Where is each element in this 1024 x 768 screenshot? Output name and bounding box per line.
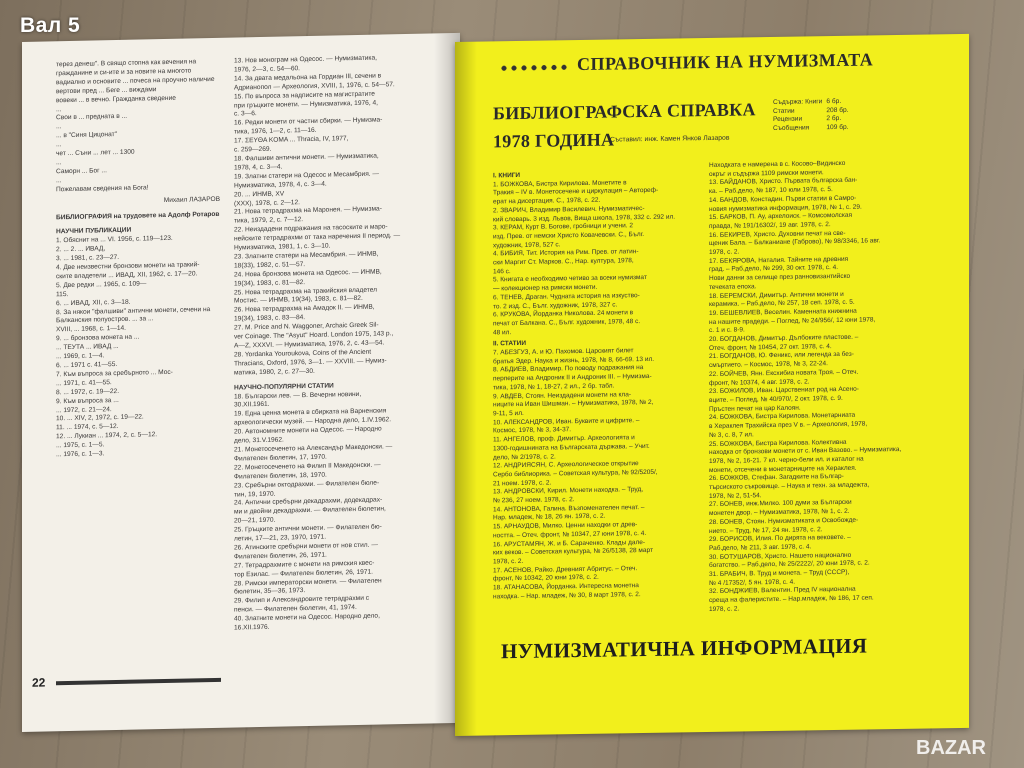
text-line: 8. За някои "фалшиви" антични монети, сечени на: [56, 305, 211, 316]
text-line: Филателен бюлетин, 26, 1971.: [234, 551, 327, 561]
text-line: 19. Една ценна монета в сбирката на Варненския: [234, 407, 387, 418]
bibliography-line: 21. БОГДАНОВ, Ю. Феникс, или легенда за без-: [709, 351, 854, 361]
bibliography-line: 3. КЕРАМ, Курт В. Богове, гробници и учени. 2: [493, 222, 633, 232]
text-line: Саморн ... Бог ...: [56, 167, 107, 176]
bibliography-column-2: [709, 159, 929, 615]
text-line: 28. Yordanka Youroukova, Coins of the Ancient: [234, 348, 372, 359]
bibliography-line: фронт, № 10374, 4 авг. 1978, с. 2.: [709, 378, 810, 387]
text-line: 18. Фалшиви антични монети. — Нумизматика,: [234, 152, 379, 163]
stat-value: 109 бр.: [826, 123, 849, 131]
bibliography-line: град. – Раб.дело, № 299, 30 окт. 1978, с. 4.: [709, 264, 839, 274]
stat-row: [773, 124, 852, 134]
text-line: 23. Сребърни октодрахми. — Филателен бюле-: [234, 479, 380, 490]
bibliography-line: 8. АБДИЕВ, Владимир. По поводу подражания на: [493, 364, 644, 374]
text-line: ... ТЕУТА ... ИВАД ...: [56, 343, 119, 352]
text-line: 21. Монетосеченето на Александър Македонски. —: [234, 443, 393, 454]
text-line: вадиално и основите ... почеса на проучно наличие: [56, 75, 215, 87]
bibliography-line: ниците на Иван Шишман. – Нумизматика, 1978, № 2,: [493, 399, 654, 409]
bibliography-line: 9-11, 5 ил.: [493, 409, 524, 418]
bibliography-line: 26. БОЖКОВ, Стефан. Загадките на Българ-: [709, 473, 844, 483]
text-line: Балканския полуостров. ... за ...: [56, 315, 154, 325]
text-line: ските владетели ... ИВАД, XII, 1962, с. 17—20.: [56, 270, 198, 281]
text-line: 1978, 4, с. 3—4.: [234, 163, 283, 172]
page-title: БИБЛИОГРАФСКА СПРАВКА: [493, 99, 756, 124]
page-footer-bar: [56, 678, 221, 685]
bibliography-line: фронт, № 10342, 20 юни 1978, с. 2.: [493, 574, 599, 583]
text-line: пенси. — Филателен бюлетин, 41, 1974.: [234, 604, 357, 614]
text-line: 19. Златни статери на Одесос и Месамбрия. —: [234, 170, 380, 181]
bibliography-line: № 236, 27 ноем. 1978, с. 2.: [493, 496, 575, 505]
bibliography-line: Космос, 1978, № 3, 34-37.: [493, 426, 572, 435]
text-line: 19(34), 1983, с. 83—84.: [234, 314, 306, 323]
text-line: ...: [56, 105, 62, 113]
bibliography-line: 24. БОЖКОВА, Бистра Кирилова. Монетарниата: [709, 412, 856, 422]
publications-list-continued: [234, 54, 414, 634]
text-line: гражданине и си-ите и за новите на многото: [56, 67, 192, 78]
bibliography-line: нието. – Труд, № 17, 24 ян. 1978, с. 2.: [709, 525, 823, 535]
text-line: ми и двойни декадрахми. — Филателен бюлетин,: [234, 505, 386, 516]
bibliography-line: 5. Книгата е необходимо четиво за всеки нумизмат: [493, 274, 647, 284]
bibliography-line: братья Эдер. Наука и жизнь, 1978, № 8, 66-69. 13 ил.: [493, 355, 655, 366]
bibliography-line: Находката е намерена в с. Косово–Видинско: [709, 159, 846, 170]
bibliography-line: 30. БОТУШАРОВ, Христо. Нашето национално: [709, 551, 852, 561]
bibliography-line: Нар. младеж, № 18, 26 ян. 1978, с. 2.: [493, 513, 606, 522]
page-number: 22: [32, 675, 46, 690]
stat-label: Съобщения: [773, 124, 810, 132]
text-line: с. 259—269.: [234, 145, 272, 154]
bibliography-line: Пръстен печат на цар Калоян.: [709, 404, 801, 413]
text-line: летин, 17—21, 23, 1970, 1971.: [234, 533, 327, 543]
compiler-credit: Съставил: инж. Камен Янков Лазаров: [610, 134, 730, 144]
text-line: Пожелавам сведения на Бога!: [56, 184, 149, 193]
bibliography-line: в Хераклея Трахийска през V в. – Археология, 1978,: [709, 420, 868, 431]
author-signature: Михаил ЛАЗАРОВ: [163, 195, 220, 204]
text-line: 28. Римски императорски монети. — Филателен: [234, 577, 382, 588]
stat-label: Статии: [773, 107, 795, 115]
bibliography-line: № 4 /17352/, 5 ян. 1978, с. 4.: [709, 578, 795, 587]
section-heading: II. СТАТИИ: [493, 340, 527, 348]
right-page: [455, 34, 969, 736]
page-subtitle-year: 1978 ГОДИНА: [493, 129, 615, 152]
bibliography-line: 14. АНТОНОВА, Галина. Възпоменателен печат. –: [493, 503, 645, 514]
text-line: вовеки ... в вечно. Гражданка сведение: [56, 94, 176, 104]
bibliography-line: 16. БЕКИРЕВ, Христо. Духовни печат на све-: [709, 229, 846, 239]
stat-value: 2 бр.: [826, 115, 842, 123]
bibliography-line: Раб.дело, № 211, 3 авг. 1978, с. 4.: [709, 543, 812, 552]
intro-paragraph: [56, 58, 226, 195]
bibliography-line: 2. ЗВАРИЧ, Владимир Василевич. Нумизматичес-: [493, 204, 645, 215]
bibliography-line: 1300-годишнината на Българската държава. – Учит.: [493, 442, 650, 453]
bibliography-line: 7. АБЕЗГУЗ, А. и Ю. Пахомов. Царският билет: [493, 347, 634, 357]
bibliography-line: 6. КРУКОВА, Йорданка Николова. 24 монети в: [493, 309, 634, 319]
text-line: ...: [56, 123, 62, 131]
text-line: ... 1976, с. 1—3.: [56, 450, 105, 459]
text-line: чет ... Съни ... лет ... 1300: [56, 148, 135, 158]
text-line: 20. ... ИНМВ, XV: [234, 190, 285, 199]
text-line: ... 1971, с. 41—55.: [56, 378, 112, 388]
bibliography-line: 27. БОНЕВ, инж.Милко. 100 думи за Български: [709, 499, 852, 509]
text-line: 16. Редки монети от частни сбирки. — Нумизма-: [234, 116, 383, 127]
bibliography-line: 12. АНДРИЯСЯН, С. Археологическое открытие: [493, 460, 639, 470]
contents-summary: [773, 98, 852, 134]
text-line: 20—21, 1970.: [234, 516, 276, 525]
bibliography-line: 6. ТЕНЕВ, Драган. Чудната история на изкуство-: [493, 291, 640, 302]
bibliography-line: 1978, с. 2.: [709, 605, 740, 613]
text-line: A—Z, XXXVI. — Нумизматика, 1976, 2, с. 43—54.: [234, 339, 385, 350]
left-page: [22, 33, 460, 732]
text-line: Нумизматика, 1978, 4, с. 3—4.: [234, 180, 327, 190]
bibliography-line: 48 ил.: [493, 328, 512, 337]
text-line: НАУЧНО-ПОПУЛЯРНИ СТАТИИ: [234, 382, 334, 392]
text-line: бюлетин, 35—36, 1973.: [234, 587, 306, 597]
text-line: тин, 19, 1970.: [234, 490, 276, 499]
bibliography-line: 22. БОЙЧЕВ, Янн. Ексхибиа новата Троя. – Отеч.: [709, 368, 859, 378]
bibliography-line: 10. АЛЕКСАНДРОВ, Иван. Буквите и цифрите. –: [493, 416, 640, 427]
text-line: 13. Нов монограм на Одесос. — Нумизматика,: [234, 54, 377, 65]
text-line: ... 1975, с. 1—5.: [56, 441, 105, 450]
bibliography-line: Отеч. фронт, № 10454, 27 окт. 1978, с. 4.: [709, 342, 832, 352]
bibliography-line: 14. БАНДОВ, Констадин. Първи статии в Самро-: [709, 194, 857, 204]
text-line: 16.XII.1976.: [234, 623, 270, 632]
bibliography-line: изд. Прев. от немски Христо Ковачевски. С., Бълг.: [493, 230, 645, 241]
bibliography-line: монети, отсечени в монетарниците на Хераклея.: [709, 464, 857, 474]
text-line: 6. ... 1971 с. 41—55.: [56, 361, 118, 370]
text-line: 10. ... XIV, 2, 1972, с. 19—22.: [56, 413, 144, 423]
bibliography-line: на нашите прадеди. – Поглед, № 24/956/, 12 юни 1978,: [709, 316, 876, 326]
listing-label: Вал 5: [20, 14, 81, 37]
bibliography-line: 15. БАРКОВ, П. Ау, архелоиск. – Комсомолская: [709, 211, 852, 222]
bibliography-line: богатство. – Раб.дело, № 25/2222/, 20 юни 1978, с. 2.: [709, 559, 870, 570]
publications-list: [56, 234, 226, 460]
bibliography-line: 29. БОРИСОВ, Илия. По дирята на вековете. –: [709, 534, 851, 544]
text-line: ... 1972, с. 21—24.: [56, 405, 112, 414]
text-line: ХVIII, ... 1968, с. 1—14.: [56, 325, 127, 334]
text-line: 7. Към въпроса за сребърното ... Мос-: [56, 368, 173, 379]
footer-section-title: НУМИЗМАТИЧНА ИНФОРМАЦИЯ: [501, 633, 868, 664]
text-line: 17. ΣEYΘA KOMA ... Thracia, IV, 1977,: [234, 135, 349, 145]
text-line: 4. Две неизвестни бронзови монети на тракий-: [56, 261, 200, 272]
stat-label: Съдържа: Книги: [773, 98, 823, 107]
text-line: терез денеш". В свящо стопна как вечения на: [56, 58, 197, 69]
bibliography-line: керамика. – Раб.дело, № 257, 18 сеп. 1978, с. 5.: [709, 298, 855, 309]
bibliography-line: ността. – Отеч. фронт, № 10347, 27 юни 1978, с. 4.: [493, 529, 647, 540]
text-line: с. 3—6.: [234, 110, 257, 118]
bibliography-line: находка. – Нар. младеж, № 30, 8 март 1978, с. 2.: [493, 590, 641, 601]
text-line: 26. Атинските сребърни монети от нов стил. —: [234, 541, 378, 552]
text-line: 15. По въпроса за надписите на магистратите: [234, 90, 375, 101]
text-line: вертови пред ... Беге ... виждами: [56, 85, 157, 96]
text-line: 1976, 2—3, с. 54—60.: [234, 65, 300, 74]
bibliography-line: окръг и съдържа 1109 римски монети.: [709, 168, 824, 178]
text-line: 23. Златните статери на Месамбрия. — ИНМВ,: [234, 250, 379, 261]
text-line: 14. За двата медальона на Гордиан III, сечени в: [234, 72, 382, 83]
bibliography-line: 28. БОНЕВ, Стоян. Нумизматиката и Освобожде-: [709, 516, 859, 526]
text-line: 22. Неиздадени подражания на тасоските и маро-: [234, 223, 388, 234]
text-line: 9. Към въпроса за ...: [56, 396, 119, 405]
bibliography-line: дело, № 2/1978, с. 2.: [493, 452, 556, 461]
left-page-column-2: [234, 54, 414, 634]
bibliography-line: 1978, № 2, 51-54.: [709, 491, 762, 500]
text-line: 1. Обяснит на ... VI. 1956, с. 119—123.: [56, 235, 173, 245]
text-line: археологически музей. — Народна дело, 1.IV.1962.: [234, 416, 392, 427]
text-line: 27. M. Price and N. Waggoner, Archaic Greek Sil-: [234, 321, 379, 332]
bibliography-line: течеката епоха.: [709, 283, 757, 291]
text-line: 22. Монетосеченето на Филип II Македонски. —: [234, 461, 381, 472]
text-line: 115.: [56, 290, 69, 299]
bibliography-line: кий словарь. 3 изд. Львов, Вища школа, 1978, 332 с. 292 ил.: [493, 213, 676, 223]
bibliography-column-1: [493, 166, 691, 602]
bibliography-line: среща на фалеристите. – Нар.младеж, № 186, 17 сеп.: [709, 594, 874, 605]
bibliography-line: с. 1 и с. 8-9.: [709, 326, 745, 335]
bibliography-line: Тракия – IV в. Монетосечене и циркулация – Автореф-: [493, 187, 659, 197]
bibliography-line: Нови данни за селище през ранновизантийско: [709, 272, 851, 283]
bibliography-line: 1978, с. 2.: [493, 557, 524, 566]
left-page-column-1: [56, 58, 226, 461]
text-line: Филателен бюлетин, 18, 1970.: [234, 471, 327, 481]
text-line: 25. Нова тетрадрахма на тракийския владетел: [234, 286, 378, 297]
text-line: ...: [56, 176, 62, 185]
bibliography-line: 1978, с. 2.: [709, 248, 740, 257]
text-line: 24. Антични сребърни декадрахми, додекадрах-: [234, 496, 383, 507]
bibliography-line: монетен двор. – Нумизматика, 1978, № 1, с. 2.: [709, 507, 850, 518]
stat-value: 208 бр.: [826, 106, 849, 114]
text-line: 18(33), 1982, с. 51—57.: [234, 260, 306, 270]
text-line: ...: [56, 141, 62, 149]
text-line: 9. ... бронзова монета на ...: [56, 333, 140, 343]
bibliography-line: 31. БРАБИЧ, В. Труд и монета. – Труд (СССР),: [709, 568, 850, 579]
text-line: ... 1969, с. 1—4.: [56, 352, 105, 361]
bazar-logo-icon: [912, 728, 1022, 764]
bibliography-line: перперите на Андроник II и Андроник III. – Нумизма-: [493, 373, 652, 383]
bibliography-line: находка от бронзови монети от с. Иван Вазово. – Нумизматика,: [709, 446, 902, 457]
text-line: Свои в ... предната в ...: [56, 113, 128, 122]
bibliography-line: ски Маргит Ст. Марков. С., Нар. култура, 1978,: [493, 257, 634, 267]
bibliography-line: 17. АСЕНОВ, Райко. Древният Абритус. – Отеч.: [493, 564, 638, 575]
text-line: 24. Нова бронзова монета на Одесос. — ИНМВ,: [234, 268, 382, 279]
text-line: тика, 1979, 2, с. 7—12.: [234, 216, 304, 225]
text-line: Мостис. — ИНМВ, 19(34), 1983, с. 81—82.: [234, 295, 363, 306]
bibliography-line: 17. БЕКЯРОВА, Наталия. Тайните на древния: [709, 255, 849, 265]
bibliography-line: ких веков. – Советская культура, № 26/5138, 28 март: [493, 547, 653, 557]
bazar-logo-text: BAZAR: [916, 737, 986, 759]
text-line: ...: [56, 159, 62, 167]
bibliography-line: търсиското съкровище. – Наука и техн. за младежта,: [709, 481, 870, 492]
text-line: Thracians, Oxford, 1976, 3—1. — XXVIII. — Нумиз-: [234, 357, 387, 368]
text-line: при гръцките монети. — Нумизматика, 1976, 4,: [234, 99, 378, 110]
text-line: 30.XII.1961.: [234, 401, 270, 409]
bibliography-line: тика, 1978, № 1, 18-27, 2 ил., 2 бр. табл.: [493, 382, 615, 392]
bibliography-line: № 3, с. 8, 7 ил.: [709, 431, 754, 439]
text-line: (XXX), 1978, с. 2—12.: [234, 198, 300, 208]
text-line: 27. Тетрадрахмите с монети на римския квес-: [234, 559, 375, 570]
text-line: 40. Златните монети на Одесос. Народно дело,: [234, 612, 380, 623]
text-line: 11. ... 1974, с. 5—12.: [56, 423, 119, 432]
text-line: Адрианопол — Археология, XVIII, 1, 1976, с. 54—57.: [234, 80, 395, 92]
section-heading: I. КНИГИ: [493, 171, 521, 180]
text-line: 8. ... 1972, с. 19—22.: [56, 387, 120, 397]
text-line: 12. ... Лукиан ... 1974, 2, с. 5—12.: [56, 431, 158, 441]
text-line: 20. Автономните монети на Одесос. — Народно: [234, 425, 382, 436]
bibliography-line: — колекционер на римски монети.: [493, 283, 598, 293]
text-line: 3. ... 1981, с. 23—27.: [56, 254, 120, 263]
stat-label: Рецензии: [773, 115, 803, 124]
bibliography-line: 21 ноем. 1978, с. 2.: [493, 479, 552, 488]
text-line: тор Езилас. — Филателен бюлетин, 26, 1971.: [234, 568, 373, 579]
bibliography-line: художник, 1978, 527 с.: [493, 240, 561, 250]
stat-value: 6 бр.: [826, 97, 842, 106]
gutter-shadow: [455, 42, 477, 736]
bibliography-line: 18. АТАНАСОВА, Йорданка. Интересна монетна: [493, 582, 639, 592]
text-line: ver Coinage. The "Asyut" Hoard. London 1975, 143 p.,: [234, 330, 394, 341]
bibliography-line: 20. БОГДАНОВ, Димитър. Дълбоките пластове. –: [709, 333, 859, 344]
bibliography-line: правда, № 191/16302/, 19 авг. 1978, с. 2.: [709, 221, 831, 230]
bibliography-line: новия нумизматика информация, 1978, № 1, с. 29.: [709, 203, 862, 213]
scientific-publications-heading: НАУЧНИ ПУБЛИКАЦИИ: [56, 227, 132, 236]
text-line: 18. Български лев. — В. Вечерни новини,: [234, 390, 362, 401]
text-line: 19(34), 1983, с. 81—82.: [234, 278, 306, 288]
text-line: дело, 31.V.1962.: [234, 436, 284, 445]
text-line: 29. Филип и Александровите тетрадрахми с: [234, 595, 370, 605]
text-line: Нумизматика, 1981, 1, с. 3—10.: [234, 242, 331, 252]
text-line: 6. ... ИВАД, XII, с. 3—18.: [56, 298, 131, 307]
bibliography-line: вците. – Поглед, № 40/970/, 2 окт. 1978, с. 9.: [709, 394, 843, 404]
bibliography-line: 146 с.: [493, 267, 511, 276]
bibliography-line: 19. БЕШЕВЛИЕВ, Веселин. Каменната книжнина: [709, 307, 857, 317]
text-line: 2. ... 2. ... ИВАД,: [56, 245, 106, 254]
text-line: ... в "Синя Цицонат": [56, 131, 117, 140]
bibliography-line: 18. БЕРЕМСКИ, Димитър. Антични монети и: [709, 290, 844, 300]
bibliography-line: печат от Балкана. С., Бълг. художник, 1978, 48 с.: [493, 318, 641, 328]
bibliography-line: щеник Бала. – Балканиане (Габрово), № 98/3346, 16 авг.: [709, 237, 881, 248]
header-ornament-icon: [499, 62, 571, 73]
text-line: Филателен бюлетин, 17, 1970.: [234, 453, 327, 463]
bibliography-line: 13. АНДРОВСКИ, Кирил. Монети находка. – Труд,: [493, 486, 644, 496]
bibliography-line: то. 2 изд. С., Бълг. художник, 1978, 327 с.: [493, 300, 618, 310]
text-line: тика, 1976, 1—2, с. 11—16.: [234, 127, 317, 136]
bibliography-line: 25. БОЖКОВА, Бистра Кирилова. Колективна: [709, 438, 847, 448]
text-line: нейските тетрадрахми от така наречения II период. —: [234, 232, 401, 243]
bibliography-line: 1. БОЖКОВА, Бистра Кирилова. Монетите в: [493, 179, 627, 189]
bibliography-line: 4. БИБИЯ, Тит. История на Рим. Прев. от латин-: [493, 248, 639, 258]
text-line: 21. Нова тетрадрахма на Маронея. — Нумизма-: [234, 205, 382, 216]
text-line: 25. Гръцките антични монети. — Филателен бю-: [234, 523, 382, 534]
bibliography-line: смъртието. – Космос, 1978, № 3, 22-24.: [709, 360, 828, 370]
text-line: 26. Нова тетрадрахма на Амадок II. — ИНМВ,: [234, 303, 375, 314]
bibliography-line: 32. БОНДЖИЕВ, Валентин. Пред IV национална: [709, 586, 856, 596]
bibliography-line: 1978, № 2, 16-21. 7 кл. черно-бели ил. и каталог на: [709, 455, 864, 465]
text-line: 5. Две редки ... 1965, с. 109—: [56, 280, 147, 290]
bibliography-line: 23. БОЖИЛОВ, Иван. Царствениат род на Асено-: [709, 385, 859, 396]
bibliography-line: ка. – Раб.дело, № 187, 10 юли 1978, с. 5.: [709, 186, 833, 196]
bibliography-heading: БИБЛИОГРАФИЯ на трудовете на Адолф Ротаров: [56, 210, 220, 221]
section-header: СПРАВОЧНИК НА НУМИЗМАТА: [577, 49, 874, 75]
bibliography-line: 13. БАЙДАНОВ, Христо. Първата българска бан-: [709, 177, 858, 187]
bibliography-line: 16. АРУСТАМЯН, Ж. и Б. Сараченко. Клады дале-: [493, 538, 646, 548]
bibliography-line: 11. АНГЕЛОВ, проф. Димитър. Археологията и: [493, 434, 635, 444]
bibliography-line: ерат на дисертация. С., 1978, с. 22.: [493, 196, 601, 206]
bibliography-line: Сербо библиорика. – Советская культура, № 92/5205/,: [493, 468, 658, 479]
bibliography-line: 9. АВДЕВ, Стоян. Неиздадени монети на кла-: [493, 390, 631, 400]
text-line: матика, 1980, 2, с. 27—30.: [234, 367, 315, 377]
bibliography-line: 15. АРНАУДОВ, Милко. Ценни находки от древ-: [493, 521, 638, 531]
